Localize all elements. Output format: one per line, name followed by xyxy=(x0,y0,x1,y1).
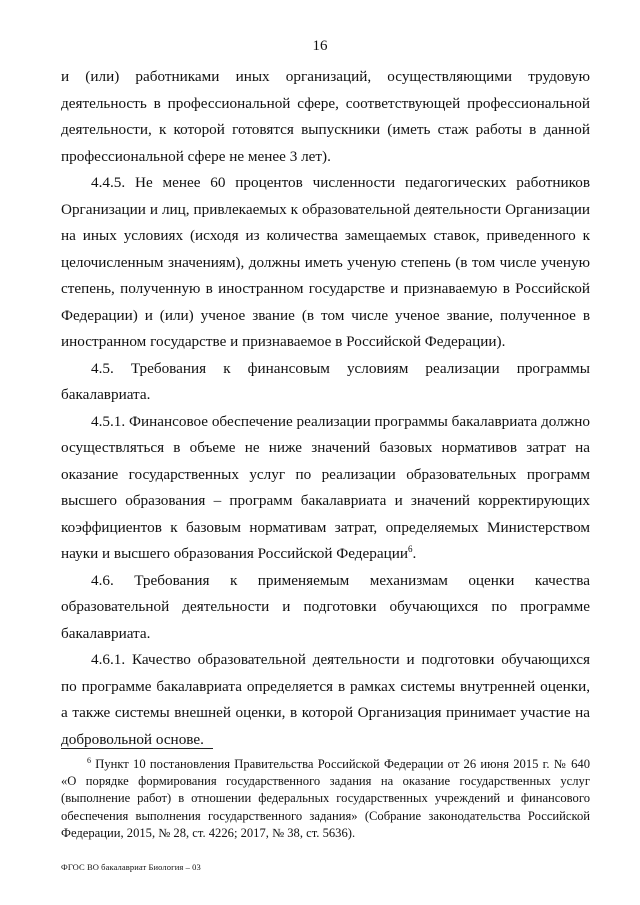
footnote-separator xyxy=(61,748,213,749)
footnote-text: Пункт 10 постановления Правительства Российской Федерации от 26 июня 2015 г. № 640 «О порядке формирования государственного задания на оказание государственных услуг (выполнение работ) в отношении федеральных государственных учреждений и финансового обеспечения выполнения государственного задания» (Собрание законодательства Российской Федерации, 2015, № 28, ст. 4226; 2017, № 38, ст. 5636). xyxy=(61,757,590,840)
paragraph-4-5-1-text: 4.5.1. Финансовое обеспечение реализации программы бакалавриата должно осуществляться в объеме не ниже значений базовых нормативов затрат на оказание государственных услуг по реализации образовательных программ высшего образования – программ бакалавриата и значений корректирующих коэффициентов к базовым нормативам затрат, определяемых Министерством науки и высшего образования Российской Федерации xyxy=(61,412,590,562)
paragraph-4-5-1 xyxy=(61,409,590,568)
paragraph-4-6-1: 4.6.1. Качество образовательной деятельности и подготовки обучающихся по программе бакалавриата определяется в рамках системы внутренней оценки, а также системы внешней оценки, в которой Организация принимает участие на добровольной основе. xyxy=(61,651,590,748)
paragraph-4-4-5: 4.4.5. Не менее 60 процентов численности педагогических работников Организации и лиц, привлекаемых к образовательной деятельности Организации на иных условиях (исходя из количества замещаемых ставок, приведенного к целочисленным значениям), должны иметь ученую степень (в том числе ученую степень, полученную в иностранном государстве и признаваемую в Российской Федерации) и (или) ученое звание (в том числе ученое звание, полученное в иностранном государстве и признаваемое в Российской Федерации). xyxy=(61,174,590,350)
footnote xyxy=(61,756,590,842)
body-text xyxy=(61,64,590,753)
footnote-reference: 6 xyxy=(408,543,413,554)
document-footer: ФГОС ВО бакалавриат Биология – 03 xyxy=(61,862,201,872)
heading-4-6: 4.6. Требования к применяемым механизмам оценки качества образовательной деятельности и подготовки обучающихся по программе бакалавриата. xyxy=(61,571,590,642)
page-number: 16 xyxy=(312,38,328,54)
heading-4-5: 4.5. Требования к финансовым условиям реализации программы бакалавриата. xyxy=(61,359,590,403)
paragraph-continuation: и (или) работниками иных организаций, осуществляющими трудовую деятельность в профессиональной сфере, соответствующей профессиональной деятельности, к которой готовятся выпускники (иметь стаж работы в данной профессиональной сфере не менее 3 лет). xyxy=(61,68,590,165)
footnote-number: 6 xyxy=(87,755,91,765)
paragraph-4-5-1-end: . xyxy=(412,545,417,562)
